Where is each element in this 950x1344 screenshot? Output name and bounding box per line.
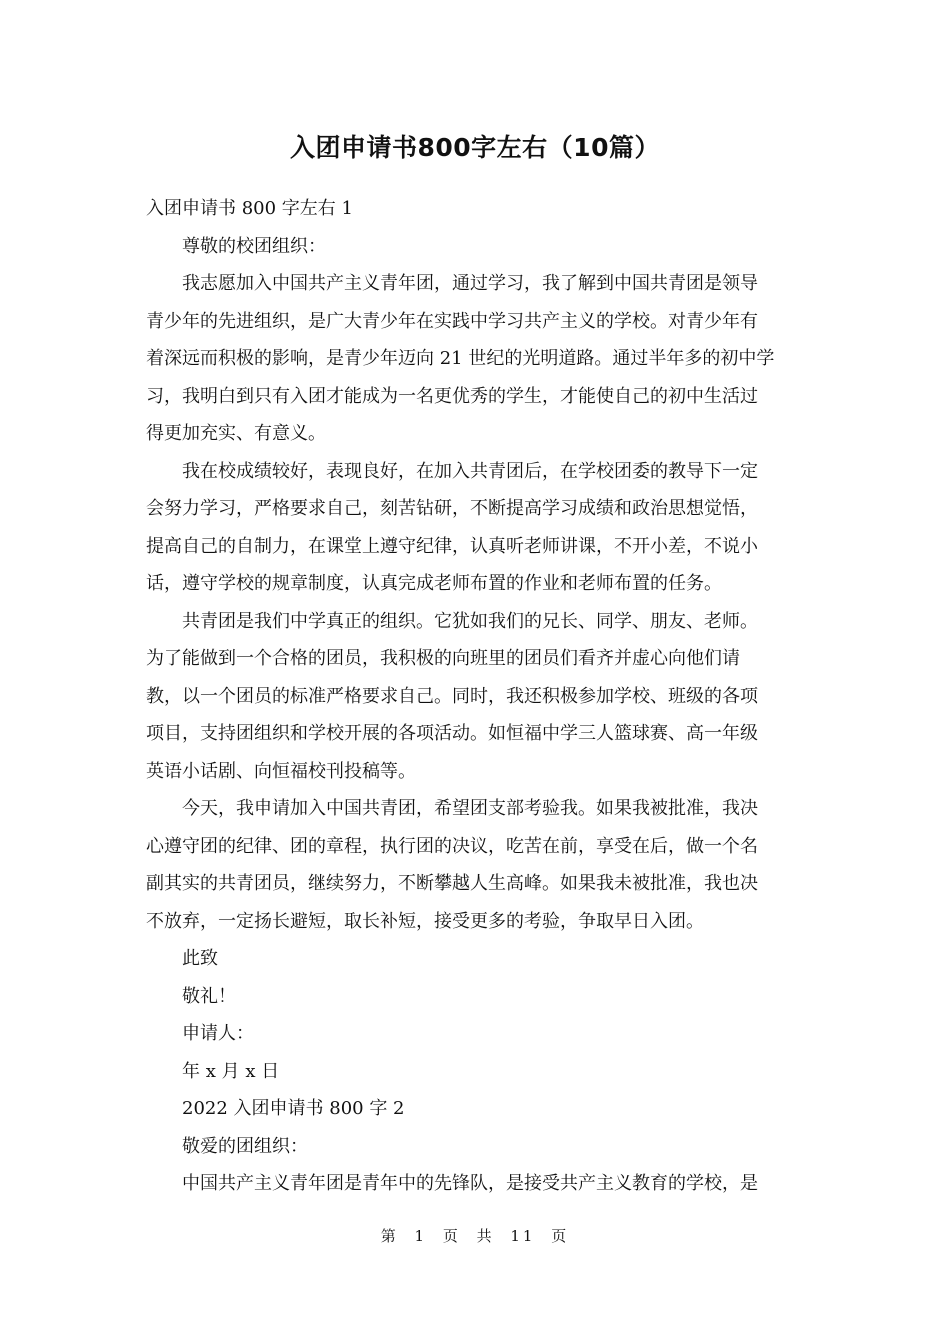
text-line: 敬礼！ xyxy=(182,985,236,1007)
text-line: 提高自己的自制力，在课堂上遵守纪律，认真听老师讲课，不开小差，不说小 xyxy=(146,535,758,557)
document-body xyxy=(146,190,806,1203)
text-line: 此致 xyxy=(182,948,218,969)
text-line: 得更加充实、有意义。 xyxy=(146,423,326,444)
text-line: 不放弃，一定扬长避短，取长补短，接受更多的考验，争取早日入团。 xyxy=(146,910,704,932)
text-line: 尊敬的校团组织： xyxy=(182,235,326,257)
text-line: 共青团是我们中学真正的组织。它犹如我们的兄长、同学、朋友、老师。 xyxy=(182,610,758,632)
text-line: 副其实的共青团员，继续努力，不断攀越人生高峰。如果我未被批准，我也决 xyxy=(146,873,758,894)
text-line: 英语小话剧、向恒福校刊投稿等。 xyxy=(146,760,416,782)
text-line: 年 x 月 x 日 xyxy=(182,1060,280,1082)
text-line: 今天，我申请加入中国共青团，希望团支部考验我。如果我被批准，我决 xyxy=(182,798,758,819)
text-line: 我志愿加入中国共产主义青年团，通过学习，我了解到中国共青团是领导 xyxy=(182,273,758,294)
text-line: 青少年的先进组织，是广大青少年在实践中学习共产主义的学校。对青少年有 xyxy=(146,310,758,332)
text-line: 话，遵守学校的规章制度，认真完成老师布置的作业和老师布置的任务。 xyxy=(146,573,722,594)
text-line: 着深远而积极的影响，是青少年迈向 21 世纪的光明道路。通过半年多的初中学 xyxy=(146,348,775,369)
text-line: 会努力学习，严格要求自己，刻苦钻研，不断提高学习成绩和政治思想觉悟， xyxy=(146,498,758,519)
text-line: 教，以一个团员的标准严格要求自己。同时，我还积极参加学校、班级的各项 xyxy=(146,685,758,707)
text-line: 敬爱的团组织： xyxy=(182,1135,308,1157)
text-line: 2022 入团申请书 800 字 2 xyxy=(182,1098,405,1119)
text-line: 为了能做到一个合格的团员，我积极的向班里的团员们看齐并虚心向他们请 xyxy=(146,648,740,669)
text-line: 申请人： xyxy=(182,1023,254,1044)
document-title: 入团申请书800字左右（10篇） xyxy=(290,133,660,162)
text-line: 我在校成绩较好，表现良好，在加入共青团后，在学校团委的教导下一定 xyxy=(182,460,758,482)
text-line: 中国共产主义青年团是青年中的先锋队，是接受共产主义教育的学校，是 xyxy=(182,1173,758,1194)
text-line: 心遵守团的纪律、团的章程，执行团的决议，吃苦在前，享受在后，做一个名 xyxy=(146,835,758,857)
text-line: 入团申请书 800 字左右 1 xyxy=(146,198,353,219)
text-line: 习，我明白到只有入团才能成为一名更优秀的学生，才能使自己的初中生活过 xyxy=(146,385,758,407)
page-footer: 第 1 页 共 11 页 xyxy=(380,1227,570,1245)
text-line: 项目，支持团组织和学校开展的各项活动。如恒福中学三人篮球赛、高一年级 xyxy=(146,723,758,744)
